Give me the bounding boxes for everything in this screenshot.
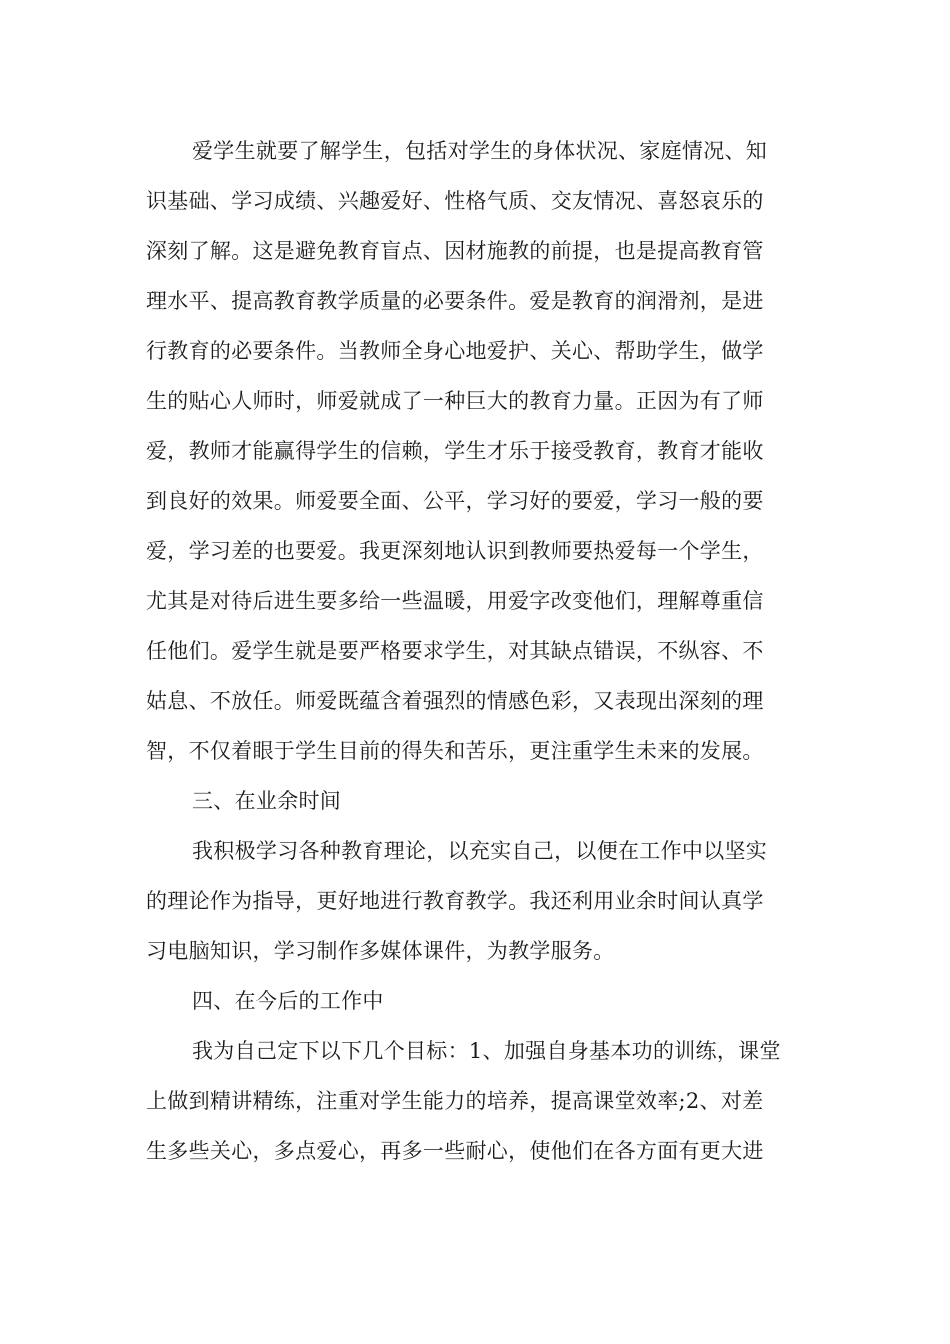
paragraph-3-line-3: 生多些关心，多点爱心，再多一些耐心，使他们在各方面有更大进 (146, 1139, 764, 1163)
paragraph-1-line-7: 爱，教师才能赢得学生的信赖，学生才乐于接受教育，教育才能收 (146, 439, 764, 463)
paragraph-2-line-2: 的理论作为指导，更好地进行教育教学。我还利用业余时间认真学 (146, 889, 764, 913)
paragraph-1-line-6: 生的贴心人师时，师爱就成了一种巨大的教育力量。正因为有了师 (146, 389, 764, 413)
paragraph-1-line-3: 深刻了解。这是避免教育盲点、因材施教的前提，也是提高教育管 (146, 239, 764, 263)
paragraph-1-line-2: 识基础、学习成绩、兴趣爱好、性格气质、交友情况、喜怒哀乐的 (146, 189, 764, 213)
paragraph-1-line-11: 任他们。爱学生就是要严格要求学生，对其缺点错误，不纵容、不 (146, 639, 764, 663)
paragraph-1-line-9: 爱，学习差的也要爱。我更深刻地认识到教师要热爱每一个学生， (146, 539, 764, 563)
section-heading-3: 三、在业余时间 (192, 789, 342, 813)
paragraph-2-line-3: 习电脑知识，学习制作多媒体课件，为教学服务。 (146, 939, 615, 963)
paragraph-1-line-5: 行教育的必要条件。当教师全身心地爱护、关心、帮助学生，做学 (146, 339, 764, 363)
paragraph-1-line-10: 尤其是对待后进生要多给一些温暖，用爱字改变他们，理解尊重信 (146, 589, 764, 613)
paragraph-1-line-12: 姑息、不放任。师爱既蕴含着强烈的情感色彩，又表现出深刻的理 (146, 689, 764, 713)
paragraph-2-line-1: 我积极学习各种教育理论，以充实自己，以便在工作中以坚实 (192, 839, 768, 863)
paragraph-1-line-1: 爱学生就要了解学生，包括对学生的身体状况、家庭情况、知 (192, 139, 768, 163)
paragraph-1-line-8: 到良好的效果。师爱要全面、公平，学习好的要爱，学习一般的要 (146, 489, 764, 513)
section-heading-4: 四、在今后的工作中 (192, 989, 384, 1013)
paragraph-1-line-13: 智，不仅着眼于学生目前的得失和苦乐，更注重学生未来的发展。 (146, 739, 764, 763)
paragraph-3-line-2: 上做到精讲精练，注重对学生能力的培养，提高课堂效率;2、对差 (146, 1089, 764, 1113)
paragraph-3-line-1: 我为自己定下以下几个目标：1、加强自身基本功的训练，课堂 (192, 1039, 781, 1063)
paragraph-1-line-4: 理水平、提高教育教学质量的必要条件。爱是教育的润滑剂，是进 (146, 289, 764, 313)
